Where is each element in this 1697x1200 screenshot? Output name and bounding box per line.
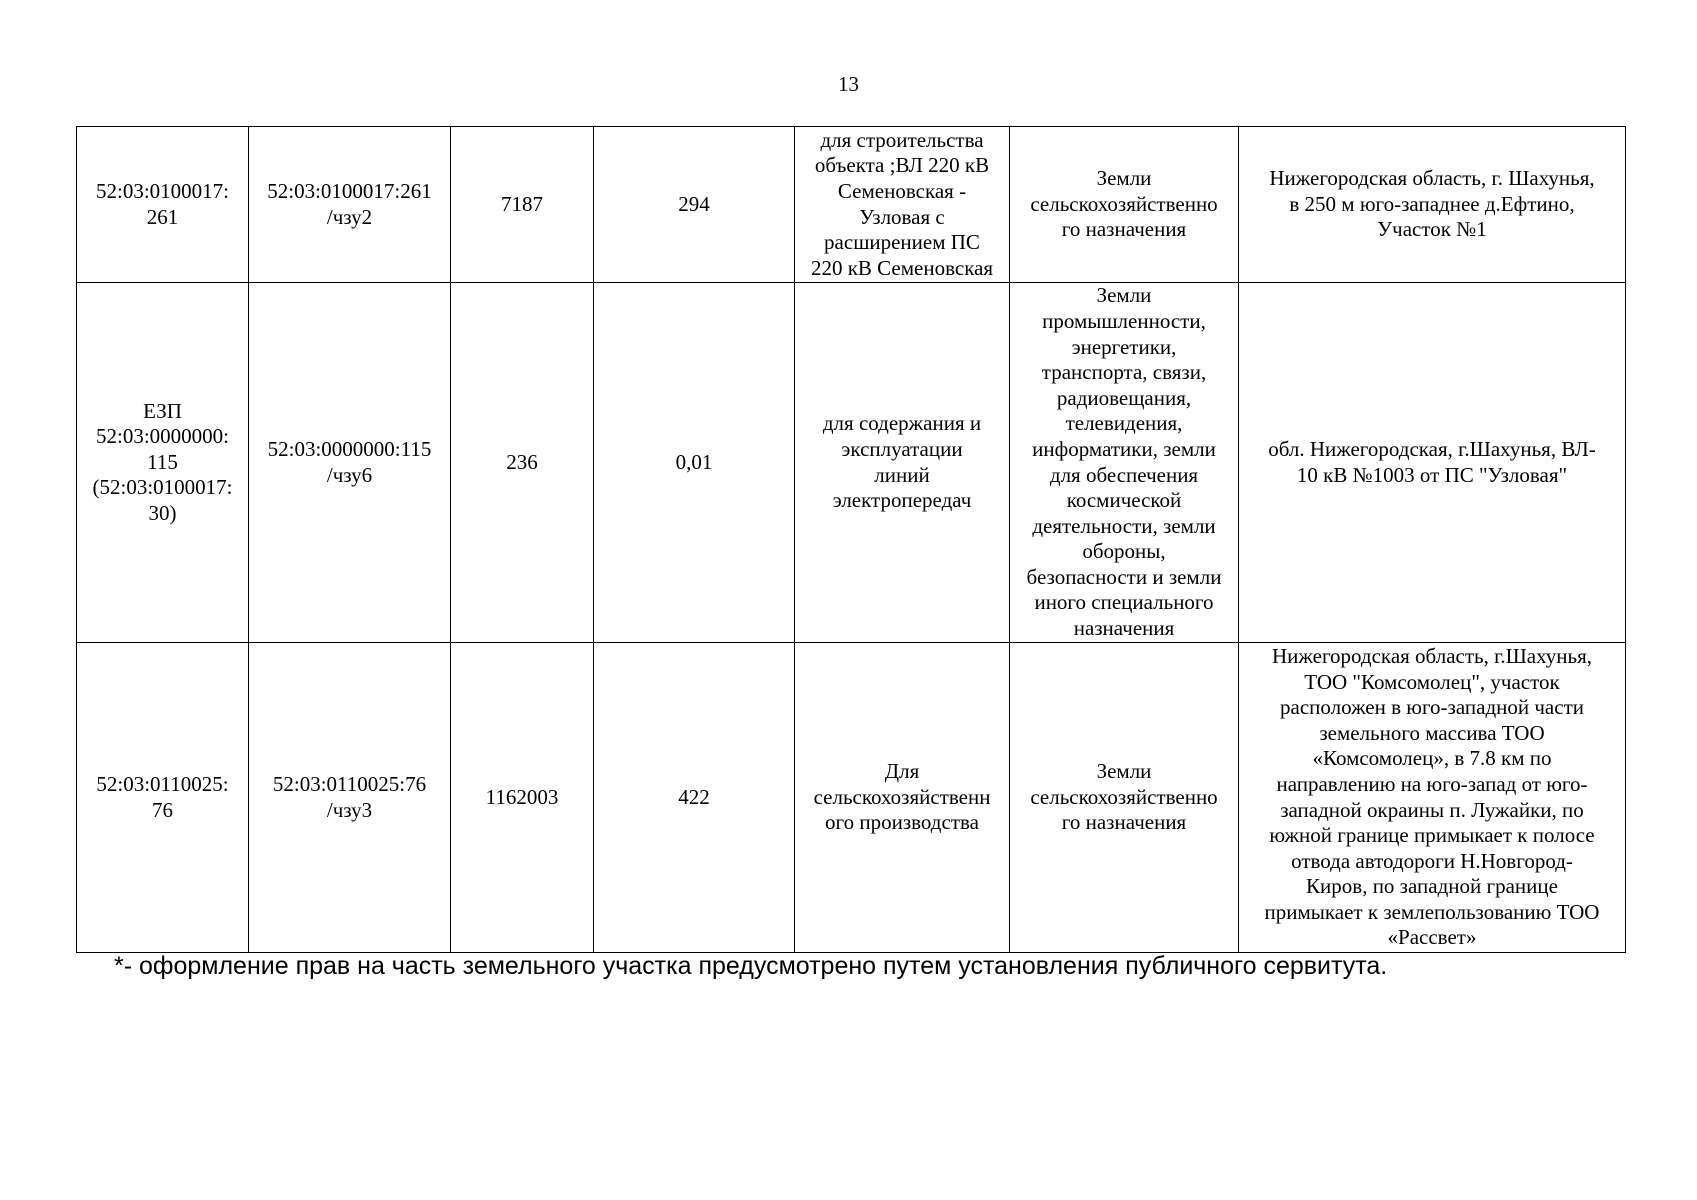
cell-text-line: расположен в юго-западной части (1280, 695, 1584, 720)
cell-text-line: энергетики, (1071, 334, 1177, 359)
plot-area-cell: 1162003 (451, 643, 594, 953)
cell-text-line: западной окраины п. Лужайки, по (1280, 797, 1584, 822)
address-cell (1239, 283, 1626, 643)
cell-text-line: го назначения (1061, 217, 1187, 242)
cell-text-line: 52:03:0110025: (96, 771, 229, 796)
table-row (77, 283, 1626, 643)
cell-text-line: назначения (1073, 616, 1175, 641)
cell-text-line: транспорта, связи, (1041, 360, 1207, 385)
cell-text-line: Для (884, 759, 920, 784)
cadastral-number-cell (77, 283, 249, 643)
cell-text-line: Семеновская - (837, 178, 967, 203)
cell-text-line: Земли (1096, 166, 1152, 191)
permitted-use-cell (795, 283, 1010, 643)
address-cell (1239, 127, 1626, 283)
table-body (77, 127, 1626, 953)
cell-text-line: для обеспечения (1049, 462, 1199, 487)
cell-text-line: 52:03:0100017: (95, 178, 229, 203)
cell-text-line: Участок №1 (1377, 217, 1487, 242)
footnote: *- оформление прав на часть земельного участка предусмотрено путем установления публичного сервитута. (114, 952, 1388, 980)
cell-text-line: Земли (1096, 283, 1152, 308)
cell-text-line: 261 (146, 204, 179, 229)
cell-text-line: 52:03:0000000: (95, 424, 229, 449)
plot-area-cell: 7187 (451, 127, 594, 283)
cell-text-line: земельного массива ТОО (1319, 720, 1545, 745)
cell-text-line: /чзу2 (326, 204, 373, 229)
table-row (77, 643, 1626, 953)
cell-text-line: 30) (148, 500, 177, 525)
part-area-cell: 422 (594, 643, 795, 953)
cell-text-line: «Рассвет» (1387, 925, 1477, 950)
cell-text-line: /чзу3 (326, 797, 373, 822)
cell-text-line: сельскохозяйственно (1030, 784, 1218, 809)
permitted-use-cell (795, 127, 1010, 283)
cell-text-line: сельскохозяйственн (813, 784, 991, 809)
cell-text-line: безопасности и земли (1026, 564, 1222, 589)
cell-text-line: направлению на юго-запад от юго- (1276, 771, 1588, 796)
part-area-cell: 0,01 (594, 283, 795, 643)
cell-text-line: (52:03:0100017: (92, 475, 233, 500)
cell-text-line: южной границе примыкает к полосе (1269, 823, 1595, 848)
cell-text-line: телевидения, (1065, 411, 1183, 436)
plot-part-number-cell (249, 283, 451, 643)
cell-text-line: линий (874, 462, 930, 487)
cell-text-line: сельскохозяйственно (1030, 191, 1218, 216)
cell-text-line: Нижегородская область, г.Шахунья, (1271, 643, 1593, 668)
cell-text-line: го назначения (1061, 810, 1187, 835)
land-category-cell (1010, 283, 1239, 643)
cell-text-line: Узловая с (859, 204, 945, 229)
land-category-cell (1010, 643, 1239, 953)
page-number: 13 (838, 72, 859, 96)
cell-text-line: для содержания и (822, 411, 982, 436)
cell-text-line: отвода автодороги Н.Новгород- (1291, 848, 1573, 873)
cell-text-line: «Комсомолец», в 7.8 км по (1312, 746, 1552, 771)
cell-text-line: радиовещания, (1056, 385, 1192, 410)
cell-text-line: объекта ;ВЛ 220 кВ (814, 153, 990, 178)
land-category-cell (1010, 127, 1239, 283)
address-cell (1239, 643, 1626, 953)
cell-text-line: промышленности, (1042, 308, 1206, 333)
cell-text-line: эксплуатации (841, 436, 963, 461)
plot-part-number-cell (249, 127, 451, 283)
plot-part-number-cell (249, 643, 451, 953)
land-plots-table (76, 126, 1626, 953)
cell-text-line: ого производства (825, 810, 979, 835)
cell-text-line: в 250 м юго-западнее д.Ефтино, (1289, 191, 1575, 216)
part-area-cell: 294 (594, 127, 795, 283)
cell-text-line: Нижегородская область, г. Шахунья, (1269, 166, 1595, 191)
table-row (77, 127, 1626, 283)
cell-text-line: ТОО "Комсомолец", участок (1304, 669, 1560, 694)
cell-text-line: 52:03:0000000:115 (267, 436, 432, 461)
cell-text-line: ЕЗП (143, 398, 182, 423)
cell-text-line: Киров, по западной границе (1306, 874, 1558, 899)
cell-text-line: Земли (1096, 759, 1152, 784)
cell-text-line: 52:03:0100017:261 (267, 178, 432, 203)
cell-text-line: 220 кВ Семеновская (810, 255, 994, 280)
cadastral-number-cell (77, 643, 249, 953)
cell-text-line: иного специального (1034, 590, 1214, 615)
plot-area-cell: 236 (451, 283, 594, 643)
cell-text-line: космической (1066, 488, 1182, 513)
cell-text-line: 52:03:0110025:76 (272, 771, 427, 796)
cell-text-line: обл. Нижегородская, г.Шахунья, ВЛ- (1268, 436, 1596, 461)
cell-text-line: деятельности, земли (1032, 513, 1216, 538)
cell-text-line: /чзу6 (326, 462, 373, 487)
cell-text-line: для строительства (820, 127, 984, 152)
cell-text-line: примыкает к землепользованию ТОО (1264, 899, 1600, 924)
cell-text-line: 115 (147, 449, 178, 474)
cell-text-line: 76 (152, 797, 173, 822)
cell-text-line: расширением ПС (824, 230, 980, 255)
cell-text-line: информатики, земли (1032, 436, 1216, 461)
cell-text-line: электропередач (832, 488, 972, 513)
cell-text-line: обороны, (1082, 539, 1166, 564)
cadastral-number-cell (77, 127, 249, 283)
cell-text-line: 10 кВ №1003 от ПС "Узловая" (1296, 462, 1568, 487)
permitted-use-cell (795, 643, 1010, 953)
